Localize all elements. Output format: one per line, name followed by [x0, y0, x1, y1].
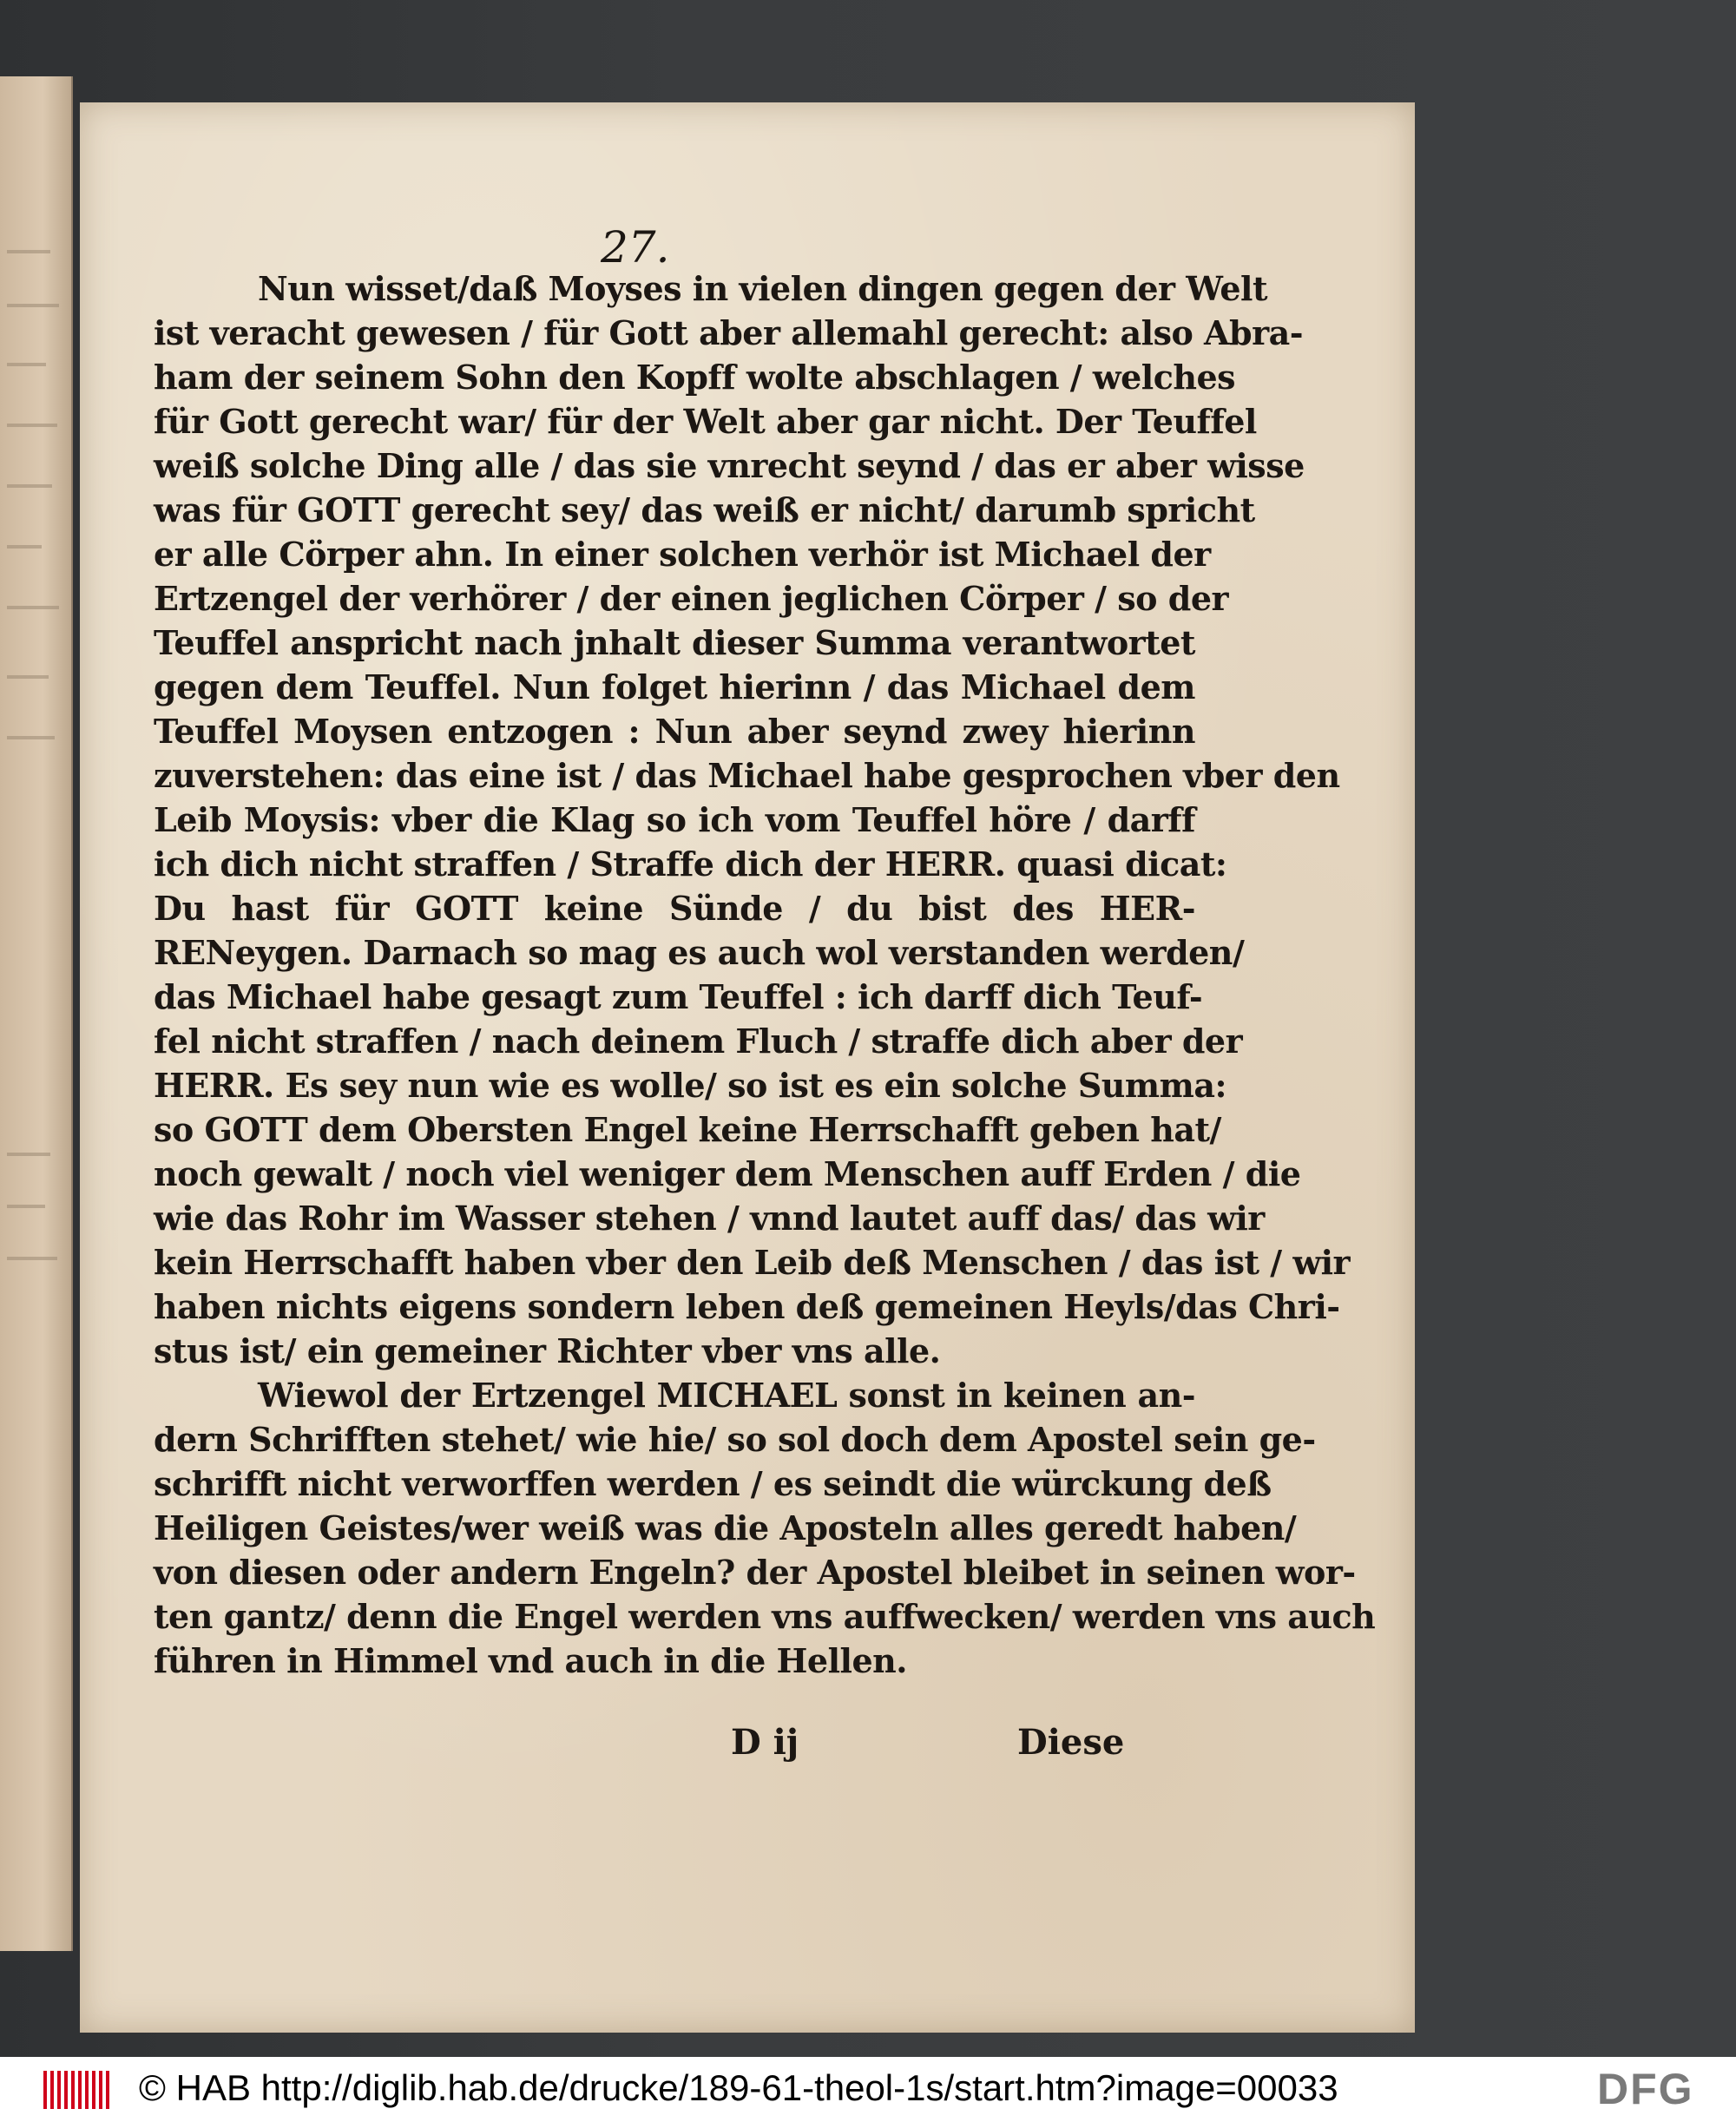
text-line: von diesen oder andern Engeln? der Apostel bleibet in seinen wor-	[154, 1553, 1356, 1592]
book-page	[80, 102, 1415, 2033]
text-line: Nun wisset/daß Moyses in vielen dingen gegen der Welt	[258, 269, 1268, 308]
barcode-icon	[43, 2071, 111, 2109]
page-number: 27.	[601, 222, 670, 273]
text-line: stus ist/ ein gemeiner Richter vber vns alle.	[154, 1331, 941, 1370]
dfg-logo: DFG	[1597, 2065, 1694, 2113]
text-line: so GOTT dem Obersten Engel keine Herrschafft geben hat/	[154, 1110, 1221, 1149]
text-line: Teuffel Moysen entzogen : Nun aber seynd zwey hierinn	[154, 712, 1195, 751]
text-line: ist veracht gewesen / für Gott aber allemahl gerecht: also Abra-	[154, 313, 1304, 352]
text-line: Ertzengel der verhörer / der einen jeglichen Cörper / so der	[154, 579, 1229, 618]
facing-page-edge	[0, 76, 73, 1951]
text-line: haben nichts eigens sondern leben deß gemeinen Heyls/das Chri-	[154, 1287, 1340, 1326]
footer-bar	[0, 2057, 1736, 2122]
text-line: noch gewalt / noch viel weniger dem Menschen auff Erden / die	[154, 1154, 1301, 1193]
text-line: weiß solche Ding alle / das sie vnrecht seynd / das er aber wisse	[154, 446, 1305, 485]
text-line: ten gantz/ denn die Engel werden vns auffwecken/ werden vns auch	[154, 1597, 1376, 1636]
text-line: schrifft nicht verworffen werden / es seindt die würckung deß	[154, 1464, 1272, 1503]
text-line: zuverstehen: das eine ist / das Michael habe gesprochen vber den	[154, 756, 1340, 795]
text-line: gegen dem Teuffel. Nun folget hierinn / das Michael dem	[154, 667, 1195, 706]
signature-mark: D ij	[731, 1722, 799, 1763]
text-line: HERR. Es sey nun wie es wolle/ so ist es ein solche Summa:	[154, 1066, 1226, 1105]
text-line: wie das Rohr im Wasser stehen / vnnd lautet auff das/ das wir	[154, 1199, 1265, 1238]
text-line: Leib Moysis: vber die Klag so ich vom Teuffel höre / darff	[154, 800, 1195, 839]
text-line: dern Schrifften stehet/ wie hie/ so sol doch dem Apostel sein ge-	[154, 1420, 1316, 1459]
text-line: was für GOTT gerecht sey/ das weiß er nicht/ darumb spricht	[154, 490, 1255, 529]
text-line: RENeygen. Darnach so mag es auch wol verstanden werden/	[154, 933, 1245, 972]
text-line: für Gott gerecht war/ für der Welt aber gar nicht. Der Teuffel	[154, 402, 1257, 441]
text-line: führen in Himmel vnd auch in die Hellen.	[154, 1641, 907, 1680]
text-line: er alle Cörper ahn. In einer solchen verhör ist Michael der	[154, 535, 1211, 574]
text-line: kein Herrschafft haben vber den Leib deß Menschen / das ist / wir	[154, 1243, 1351, 1282]
text-line: ich dich nicht straffen / Straffe dich der HERR. quasi dicat:	[154, 844, 1227, 884]
text-line: Heiligen Geistes/wer weiß was die Aposteln alles geredt haben/	[154, 1508, 1297, 1547]
text-line: das Michael habe gesagt zum Teuffel : ich darff dich Teuf-	[154, 977, 1203, 1016]
text-line: Wiewol der Ertzengel MICHAEL sonst in keinen an-	[258, 1376, 1195, 1415]
text-line: Teuffel anspricht nach jnhalt dieser Summa verantwortet	[154, 623, 1195, 662]
text-line: Du hast für GOTT keine Sünde / du bist des HER-	[154, 889, 1195, 928]
text-line: fel nicht straffen / nach deinem Fluch / straffe dich aber der	[154, 1022, 1243, 1061]
source-link[interactable]: © HAB http://diglib.hab.de/drucke/189-61-theol-1s/start.htm?image=00033	[139, 2067, 1338, 2108]
catchword: Diese	[1017, 1722, 1125, 1763]
text-line: ham der seinem Sohn den Kopff wolte abschlagen / welches	[154, 358, 1236, 397]
